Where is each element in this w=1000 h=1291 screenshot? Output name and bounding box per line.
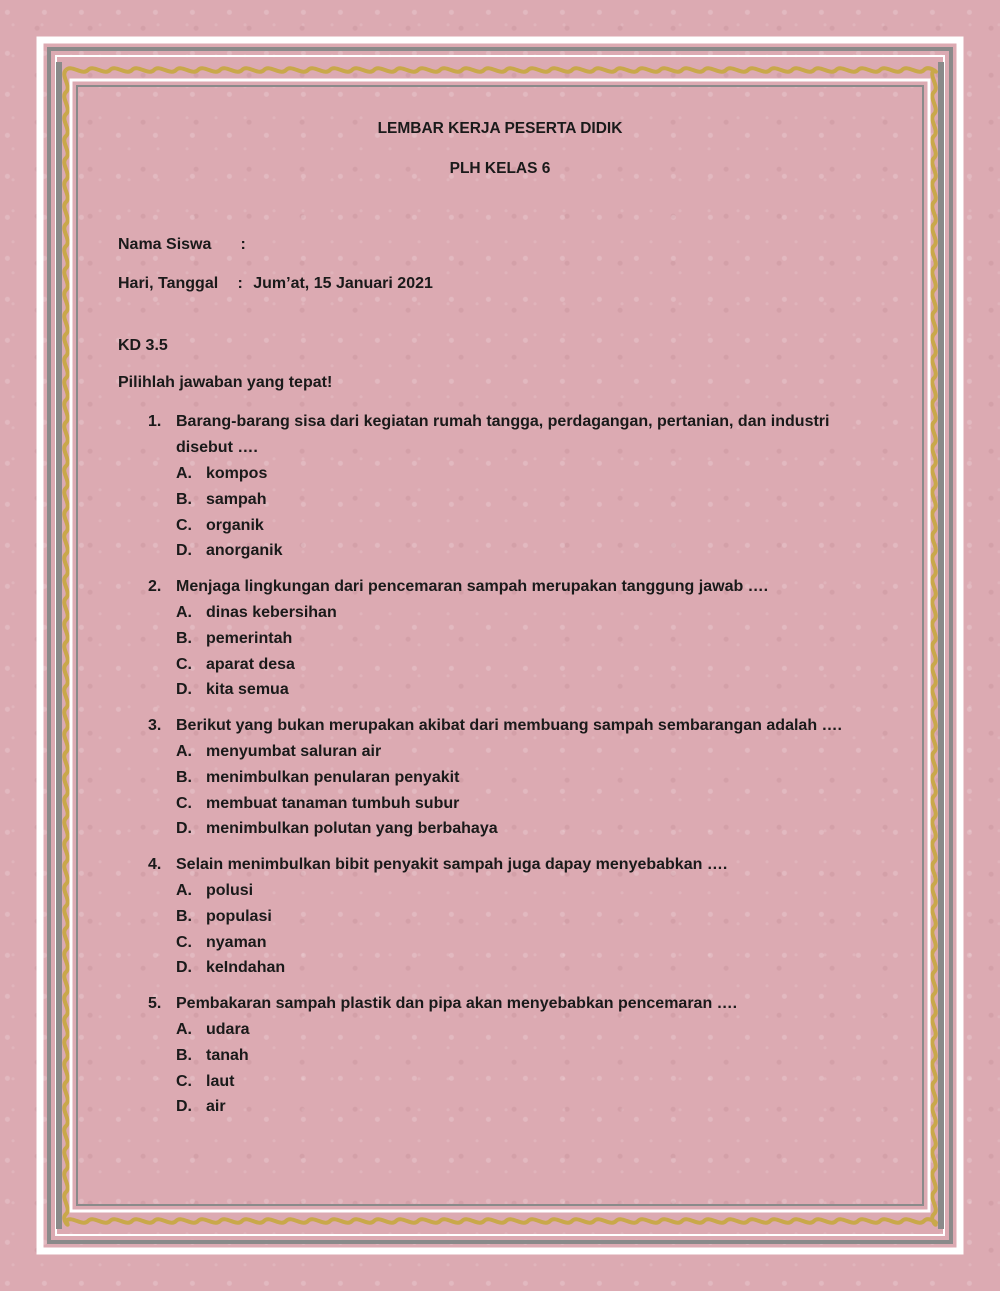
option-b[interactable]	[176, 765, 888, 791]
options-list	[176, 878, 888, 981]
options-list	[176, 739, 888, 842]
option-b[interactable]	[176, 626, 888, 652]
option-text: populasi	[206, 907, 272, 925]
option-text: kompos	[206, 465, 268, 482]
option-text: nyaman	[206, 933, 267, 951]
option-text: udara	[206, 1021, 250, 1038]
question-text: Menjaga lingkungan dari pencemaran sampah merupakan tanggung jawab ….	[176, 578, 769, 595]
option-letter: C.	[176, 794, 192, 812]
option-letter: D.	[176, 1098, 192, 1116]
option-c[interactable]	[176, 652, 888, 678]
option-b[interactable]	[176, 904, 888, 930]
option-letter: A.	[176, 1021, 192, 1038]
option-text: sampah	[206, 490, 267, 508]
option-d[interactable]	[176, 677, 888, 703]
option-text: menyumbat saluran air	[206, 743, 382, 760]
option-letter: B.	[176, 768, 192, 786]
question-number: 2.	[148, 578, 162, 595]
date-row	[118, 275, 433, 293]
option-text: tanah	[206, 1046, 249, 1064]
option-letter: B.	[176, 1046, 192, 1064]
option-letter: B.	[176, 490, 192, 508]
student-name-row	[118, 236, 246, 254]
question-4	[148, 852, 888, 981]
option-letter: A.	[176, 465, 192, 482]
option-text: aparat desa	[206, 655, 295, 673]
kd-code: KD 3.5	[118, 337, 168, 354]
option-d[interactable]	[176, 816, 888, 842]
question-text: Selain menimbulkan bibit penyakit sampah juga dapay menyebabkan ….	[176, 856, 728, 873]
option-c[interactable]	[176, 930, 888, 956]
date-label: Hari, Tanggal	[118, 275, 219, 292]
option-letter: B.	[176, 907, 192, 925]
question-2	[148, 574, 888, 703]
question-text: Berikut yang bukan merupakan akibat dari membuang sampah sembarangan adalah ….	[176, 717, 842, 734]
question-1	[148, 409, 888, 564]
option-letter: A.	[176, 882, 192, 899]
option-letter: C.	[176, 1072, 192, 1090]
option-letter: A.	[176, 604, 192, 621]
question-number: 4.	[148, 856, 162, 873]
question-text: Pembakaran sampah plastik dan pipa akan menyebabkan pencemaran ….	[176, 995, 738, 1012]
question-number: 3.	[148, 717, 162, 734]
option-text: dinas kebersihan	[206, 604, 337, 621]
option-letter: D.	[176, 959, 192, 977]
option-a[interactable]	[176, 600, 888, 626]
option-b[interactable]	[176, 487, 888, 513]
option-text: organik	[206, 516, 264, 534]
option-text: menimbulkan penularan penyakit	[206, 768, 460, 786]
option-text: membuat tanaman tumbuh subur	[206, 794, 460, 812]
option-letter: A.	[176, 743, 192, 760]
option-text: menimbulkan polutan yang berbahaya	[206, 820, 498, 838]
question-3	[148, 713, 888, 842]
option-c[interactable]	[176, 791, 888, 817]
question-text: Barang-barang sisa dari kegiatan rumah tangga, perdagangan, pertanian, dan industri disebut ….	[176, 413, 830, 456]
options-list	[176, 600, 888, 703]
option-letter: B.	[176, 629, 192, 647]
question-number: 5.	[148, 995, 162, 1012]
student-name-colon: :	[240, 236, 246, 253]
options-list	[176, 461, 888, 564]
date-value: Jum’at, 15 Januari 2021	[253, 275, 433, 292]
option-text: kita semua	[206, 681, 289, 699]
options-list	[176, 1017, 888, 1120]
option-letter: C.	[176, 933, 192, 951]
option-letter: D.	[176, 820, 192, 838]
question-5	[148, 991, 888, 1120]
option-letter: D.	[176, 681, 192, 699]
worksheet-title: LEMBAR KERJA PESERTA DIDIK	[377, 120, 623, 137]
option-d[interactable]	[176, 955, 888, 981]
instruction-text: Pilihlah jawaban yang tepat!	[118, 374, 333, 391]
option-letter: C.	[176, 516, 192, 534]
date-colon: :	[237, 275, 243, 292]
option-b[interactable]	[176, 1043, 888, 1069]
option-c[interactable]	[176, 513, 888, 539]
option-c[interactable]	[176, 1069, 888, 1095]
option-text: pemerintah	[206, 629, 293, 647]
option-text: keIndahan	[206, 959, 286, 977]
option-a[interactable]	[176, 1017, 888, 1043]
option-letter: D.	[176, 542, 192, 560]
option-text: air	[206, 1098, 226, 1116]
option-text: anorganik	[206, 542, 283, 560]
option-d[interactable]	[176, 1094, 888, 1120]
option-a[interactable]	[176, 461, 888, 487]
option-text: polusi	[206, 882, 254, 899]
student-name-label: Nama Siswa	[118, 236, 212, 253]
worksheet-subtitle: PLH KELAS 6	[449, 160, 551, 177]
question-number: 1.	[148, 413, 162, 430]
option-a[interactable]	[176, 739, 888, 765]
option-a[interactable]	[176, 878, 888, 904]
option-text: laut	[206, 1072, 235, 1090]
option-letter: C.	[176, 655, 192, 673]
option-d[interactable]	[176, 538, 888, 564]
